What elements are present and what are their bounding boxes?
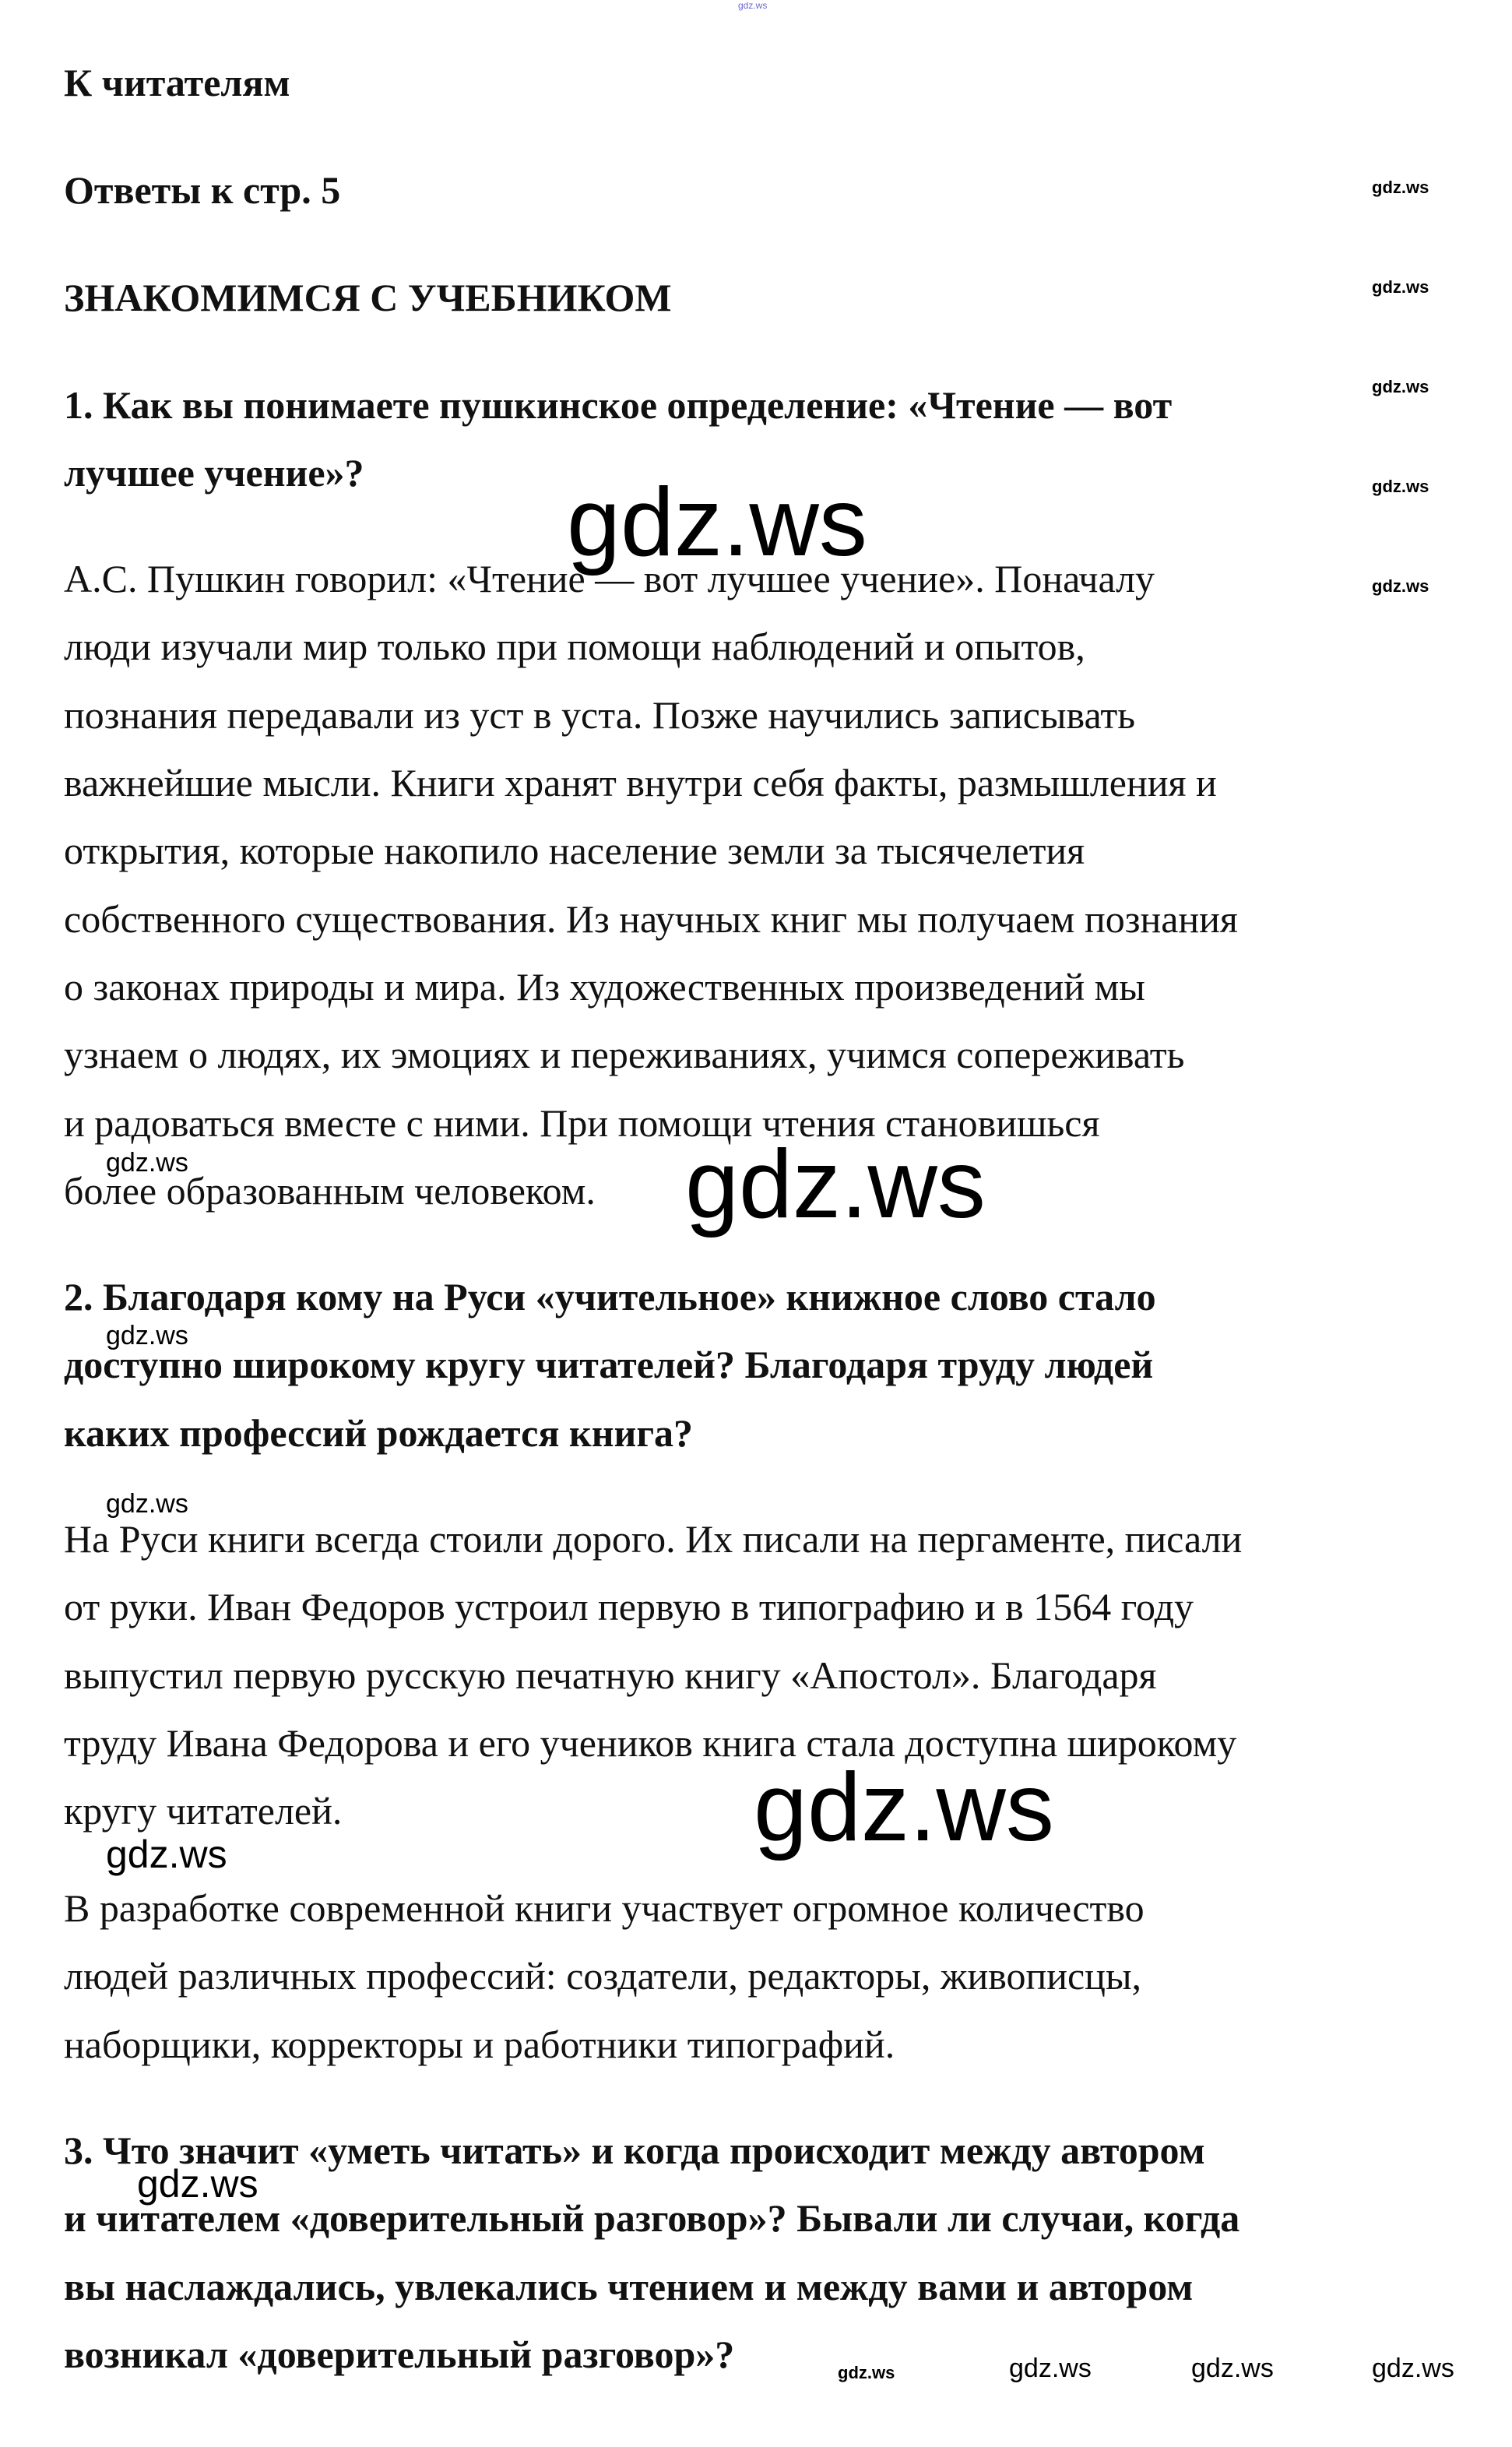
- answer-2-line: наборщики, корректоры и работники типографий.: [64, 2023, 895, 2066]
- question-3-line: и читателем «доверительный разговор»? Бывали ли случаи, когда: [64, 2196, 1240, 2240]
- watermark: gdz.ws: [106, 1148, 188, 1178]
- watermark: gdz.ws: [738, 0, 768, 11]
- watermark: gdz.ws: [1372, 377, 1429, 396]
- watermark: gdz.ws: [137, 2162, 258, 2206]
- answer-2-line: труду Ивана Федорова и его учеников книга стала доступна широкому: [64, 1721, 1237, 1765]
- answer-1-line: узнаем о людях, их эмоциях и переживаниях, учимся сопереживать: [64, 1033, 1185, 1076]
- watermark: gdz.ws: [106, 1321, 188, 1350]
- page-heading: К читателям: [64, 61, 290, 104]
- answer-2-line: кругу читателей.: [64, 1789, 343, 1833]
- watermark: gdz.ws: [838, 2363, 895, 2382]
- answer-1-line: А.С. Пушкин говорил: «Чтение — вот лучшее учение». Поначалу: [64, 557, 1155, 600]
- answer-2-line: В разработке современной книги участвует огромное количество: [64, 1886, 1145, 1930]
- question-3-line: возникал «доверительный разговор»?: [64, 2333, 735, 2376]
- watermark: gdz.ws: [1372, 178, 1429, 197]
- watermark: gdz.ws: [685, 1131, 986, 1238]
- watermark: gdz.ws: [1372, 576, 1429, 596]
- watermark: gdz.ws: [1372, 477, 1429, 496]
- watermark: gdz.ws: [567, 469, 867, 576]
- answer-1-line: люди изучали мир только при помощи наблюдений и опытов,: [64, 625, 1085, 668]
- answer-1-line: более образованным человеком.: [64, 1169, 596, 1213]
- answer-2-line: выпустил первую русскую печатную книгу «Апостол». Благодаря: [64, 1653, 1157, 1697]
- page-subheading: Ответы к стр. 5: [64, 168, 341, 212]
- answer-1-line: открытия, которые накопило население земли за тысячелетия: [64, 829, 1085, 872]
- question-1-line: 1. Как вы понимаете пушкинское определение: «Чтение — вот: [64, 383, 1173, 427]
- answer-1-line: собственного существования. Из научных книг мы получаем познания: [64, 897, 1238, 941]
- answer-2-line: от руки. Иван Федоров устроил первую в типографию и в 1564 году: [64, 1585, 1194, 1628]
- watermark: gdz.ws: [106, 1833, 227, 1876]
- watermark: gdz.ws: [1372, 277, 1429, 297]
- answer-2-line: На Руси книги всегда стоили дорого. Их писали на пергаменте, писали: [64, 1517, 1243, 1561]
- answer-1-line: познания передавали из уст в уста. Позже научились записывать: [64, 693, 1136, 737]
- question-3-line: 3. Что значит «уметь читать» и когда происходит между автором: [64, 2128, 1205, 2172]
- answer-1-line: о законах природы и мира. Из художественных произведений мы: [64, 965, 1145, 1009]
- question-2-line: доступно широкому кругу читателей? Благодаря труду людей: [64, 1343, 1154, 1386]
- watermark: gdz.ws: [754, 1754, 1054, 1861]
- watermark: gdz.ws: [1191, 2354, 1274, 2383]
- answer-2-line: людей различных профессий: создатели, редакторы, живописцы,: [64, 1954, 1142, 1998]
- section-title: ЗНАКОМИМСЯ С УЧЕБНИКОМ: [64, 276, 672, 319]
- question-2-line: 2. Благодаря кому на Руси «учительное» книжное слово стало: [64, 1275, 1156, 1319]
- watermark: gdz.ws: [1372, 2354, 1454, 2383]
- question-3-line: вы наслаждались, увлекались чтением и между вами и автором: [64, 2265, 1194, 2308]
- answer-1-line: важнейшие мысли. Книги хранят внутри себя факты, размышления и: [64, 761, 1217, 805]
- watermark: gdz.ws: [106, 1489, 188, 1519]
- question-1-line: лучшее учение»?: [64, 451, 364, 495]
- watermark: gdz.ws: [1009, 2354, 1092, 2383]
- question-2-line: каких профессий рождается книга?: [64, 1411, 694, 1455]
- answer-1-line: и радоваться вместе с ними. При помощи чтения становишься: [64, 1101, 1100, 1145]
